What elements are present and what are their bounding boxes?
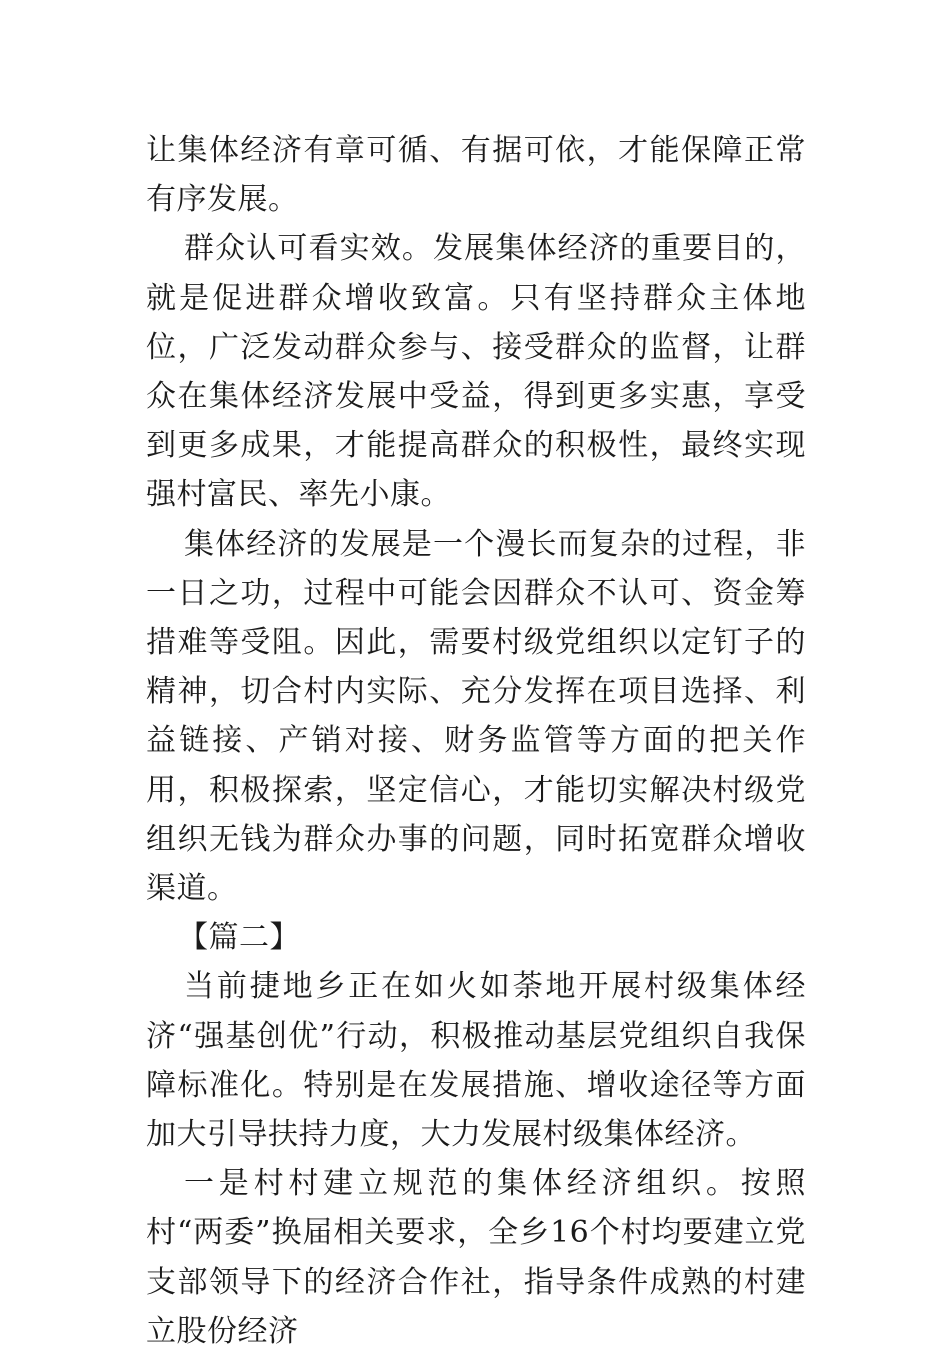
- paragraph-continuation: 让集体经济有章可循、有据可依，才能保障正常有序发展。: [146, 133, 806, 218]
- paragraph-development-process: 集体经济的发展是一个漫长而复杂的过程，非一日之功，过程中可能会因群众不认可、资金筹措难等受阻。因此，需要村级党组织以定钉子的精神，切合村内实际、充分发挥在项目选择、利益链接、产销对接、财务监管等方面的把关作用，积极探索，坚定信心，才能切实解决村级党组织无钱为群众办事的问题，同时拓宽群众增收渠道。: [146, 526, 806, 907]
- document-body: [146, 126, 806, 1356]
- paragraph-current-action: 当前捷地乡正在如火如荼地开展村级集体经济“强基创优”行动，积极推动基层党组织自我保障标准化。特别是在发展措施、增收途径等方面加大引导扶持力度，大力发展村级集体经济。: [146, 969, 806, 1153]
- section-heading: 【篇二】: [178, 920, 300, 956]
- paragraph-first-measure: 一是村村建立规范的集体经济组织。按照村“两委”换届相关要求，全乡16个村均要建立党支部领导下的经济合作社，指导条件成熟的村建立股份经济: [146, 1166, 806, 1349]
- paragraph-mass-recognition: 群众认可看实效。发展集体经济的重要目的，就是促进群众增收致富。只有坚持群众主体地位，广泛发动群众参与、接受群众的监督，让群众在集体经济发展中受益，得到更多实惠，享受到更多成果，才能提高群众的积极性，最终实现强村富民、率先小康。: [146, 231, 806, 513]
